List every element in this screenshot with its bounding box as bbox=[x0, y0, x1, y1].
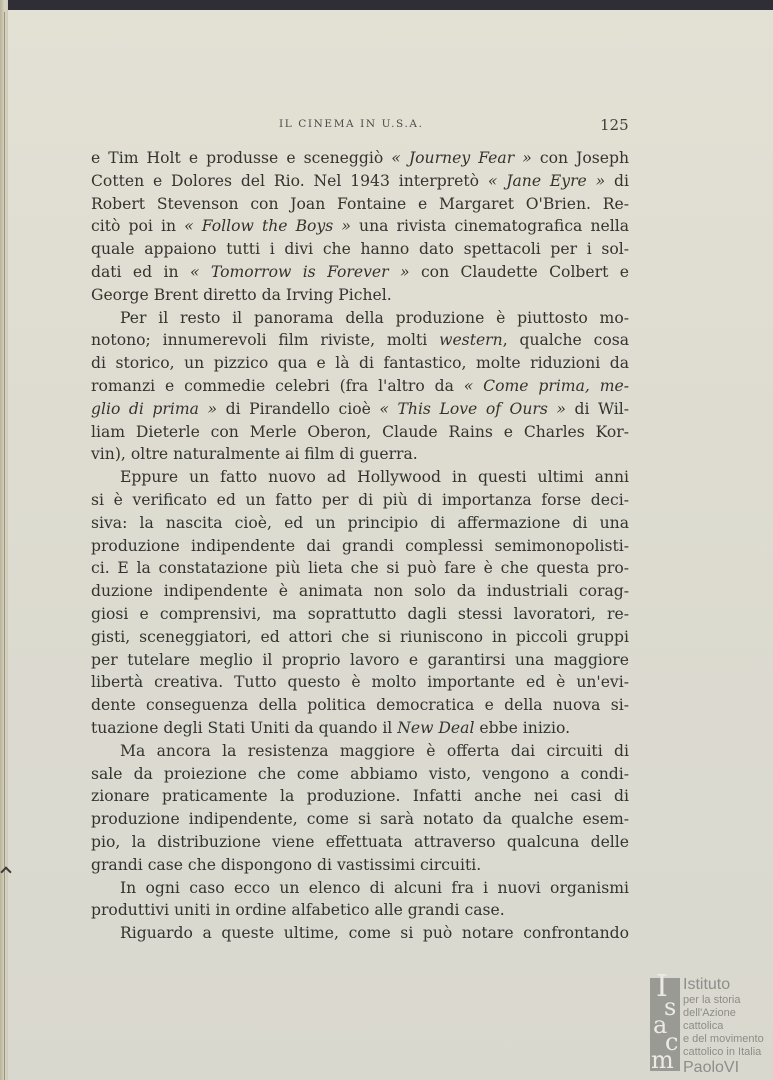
text-run: pio, la distribuzione viene effettuata attraverso qualcuna delle bbox=[91, 832, 629, 851]
logo-letter: c bbox=[665, 1028, 679, 1056]
text-line bbox=[91, 603, 629, 626]
text-line bbox=[91, 899, 629, 922]
logo-name: PaoloVI bbox=[683, 1059, 740, 1076]
logo-line: e del movimento bbox=[683, 1033, 764, 1045]
text-run: sale da proiezione che come abbiamo visto, vengono a condi- bbox=[91, 764, 629, 783]
text-run: di bbox=[605, 171, 629, 190]
text-run: di storico, un pizzico qua e là di fantastico, molte riduzioni da bbox=[91, 354, 629, 373]
text-line bbox=[91, 557, 629, 580]
logo-letter: a bbox=[653, 1011, 668, 1039]
text-run: Riguardo a queste ultime, come si può notare confrontando bbox=[120, 924, 629, 943]
paragraph bbox=[91, 740, 629, 877]
text-run: Cotten e Dolores del Rio. Nel 1943 interpretò bbox=[91, 171, 488, 190]
text-line bbox=[91, 649, 629, 672]
italic-title: « Tomorrow is Forever » bbox=[189, 262, 410, 281]
text-run: George Brent diretto da Irving Pichel. bbox=[91, 285, 392, 304]
text-run: ci. E la constatazione più lieta che si può fare è che questa pro- bbox=[91, 559, 629, 578]
text-line bbox=[91, 375, 629, 398]
paragraph bbox=[91, 877, 629, 923]
running-head: IL CINEMA IN U.S.A. bbox=[279, 118, 424, 130]
text-line bbox=[91, 193, 629, 216]
text-line bbox=[91, 352, 629, 375]
text-run: e Tim Holt e produsse e sceneggiò bbox=[91, 149, 392, 167]
italic-title: « Come prima, me- bbox=[463, 376, 629, 395]
text-line bbox=[91, 170, 629, 193]
text-run: una rivista cinematografica nella bbox=[350, 217, 630, 236]
text-run: Eppure un fatto nuovo ad Hollywood in questi ultimi anni bbox=[120, 468, 629, 487]
text-run: vin), oltre naturalmente ai film di guerra. bbox=[91, 445, 418, 464]
logo-letter: s bbox=[664, 993, 677, 1021]
text-line bbox=[91, 671, 629, 694]
text-run: duzione indipendente è animata non solo da industriali corag- bbox=[91, 582, 629, 601]
page-number: 125 bbox=[600, 116, 629, 134]
text-run: di Wil- bbox=[565, 399, 629, 418]
text-line bbox=[91, 147, 629, 170]
text-run: dati ed in bbox=[91, 262, 190, 281]
text-line bbox=[91, 215, 629, 238]
italic-title: western bbox=[439, 331, 503, 350]
text-run: Ma ancora la resistenza maggiore è offerta dai circuiti di bbox=[120, 741, 629, 760]
text-line bbox=[91, 466, 629, 489]
text-run: notono; innumerevoli film riviste, molti bbox=[91, 331, 440, 350]
text-line bbox=[91, 329, 629, 352]
text-line bbox=[91, 922, 629, 945]
logo-line: dell'Azione cattolica bbox=[683, 1007, 736, 1032]
text-line bbox=[91, 740, 629, 763]
text-line bbox=[91, 284, 629, 307]
gutter-line bbox=[4, 12, 5, 1080]
text-line bbox=[91, 238, 629, 261]
paragraph bbox=[91, 922, 629, 945]
text-run: romanzi e commedie celebri (fra l'altro da bbox=[91, 376, 464, 395]
text-line bbox=[91, 717, 629, 740]
logo-letter: I bbox=[656, 969, 668, 1004]
text-run: di Pirandello cioè bbox=[217, 399, 380, 418]
text-run: liam Dieterle con Merle Oberon, Claude Rains e Charles Kor- bbox=[91, 422, 629, 441]
text-run: grandi case che dispongono di vastissimi circuiti. bbox=[91, 855, 482, 874]
text-run: ebbe inizio. bbox=[474, 718, 571, 737]
text-line bbox=[91, 512, 629, 535]
text-run: con Claudette Colbert e bbox=[409, 262, 629, 281]
logo-line: cattolico in Italia bbox=[683, 1046, 762, 1058]
text-run: per tutelare meglio il proprio lavoro e garantirsi una maggiore bbox=[91, 650, 629, 669]
text-line bbox=[91, 535, 629, 558]
text-line bbox=[91, 398, 629, 421]
italic-title: « This Love of Ours » bbox=[379, 399, 566, 418]
text-line bbox=[91, 808, 629, 831]
text-line bbox=[91, 831, 629, 854]
italic-title: glio di prima » bbox=[91, 399, 218, 418]
text-run: In ogni caso ecco un elenco di alcuni fra i nuovi organismi bbox=[120, 878, 629, 897]
text-run: siva: la nascita cioè, ed un principio di affermazione di una bbox=[91, 513, 629, 532]
paragraph bbox=[91, 307, 629, 467]
logo-text bbox=[683, 976, 771, 1077]
text-run: produttivi uniti in ordine alfabetico alle grandi case. bbox=[91, 901, 505, 920]
text-line bbox=[91, 443, 629, 466]
body-text bbox=[91, 147, 629, 945]
text-run: si è verificato ed un fatto per di più di importanza forse deci- bbox=[91, 490, 629, 509]
logo-line: per la storia bbox=[683, 994, 741, 1006]
italic-title: « Journey Fear » bbox=[391, 149, 532, 167]
text-run: quale appaiono tutti i divi che hanno dato spettacoli per i sol- bbox=[91, 240, 629, 259]
italic-title: New Deal bbox=[397, 718, 475, 737]
text-line bbox=[91, 854, 629, 877]
text-run: , qualche cosa bbox=[502, 331, 630, 350]
text-line bbox=[91, 489, 629, 512]
institute-logo bbox=[646, 969, 771, 1076]
text-line bbox=[91, 307, 629, 330]
text-line bbox=[91, 261, 629, 284]
text-line bbox=[91, 421, 629, 444]
text-line bbox=[91, 694, 629, 717]
text-run: citò poi in bbox=[91, 217, 185, 236]
text-run: libertà creativa. Tutto questo è molto importante ed è un'evi- bbox=[91, 673, 629, 692]
text-run: tuazione degli Stati Uniti da quando il bbox=[91, 718, 398, 737]
text-run: Robert Stevenson con Joan Fontaine e Margaret O'Brien. Re- bbox=[91, 194, 629, 213]
paragraph bbox=[91, 466, 629, 740]
text-run: dente conseguenza della politica democratica e della nuova si- bbox=[91, 696, 629, 715]
text-line bbox=[91, 626, 629, 649]
logo-title: Istituto bbox=[683, 976, 731, 993]
text-run: zionare praticamente la produzione. Infatti anche nei casi di bbox=[91, 787, 629, 806]
text-line bbox=[91, 785, 629, 808]
text-run: produzione indipendente dai grandi complessi semimonopolisti- bbox=[91, 536, 629, 555]
text-line bbox=[91, 763, 629, 786]
logo-letter: m bbox=[651, 1046, 674, 1074]
italic-title: « Jane Eyre » bbox=[487, 171, 606, 190]
text-run: gisti, sceneggiatori, ed attori che si riuniscono in piccoli gruppi bbox=[91, 627, 629, 646]
text-run: con Joseph bbox=[531, 149, 629, 167]
text-run: produzione indipendente, come si sarà notato da qualche esem- bbox=[91, 810, 629, 829]
text-line bbox=[91, 877, 629, 900]
paragraph bbox=[91, 147, 629, 307]
text-run: Per il resto il panorama della produzione è piuttosto mo- bbox=[120, 308, 629, 327]
text-run: giosi e comprensivi, ma soprattutto dagli stessi lavoratori, re- bbox=[91, 604, 629, 623]
italic-title: « Follow the Boys » bbox=[184, 217, 351, 236]
text-line bbox=[91, 580, 629, 603]
